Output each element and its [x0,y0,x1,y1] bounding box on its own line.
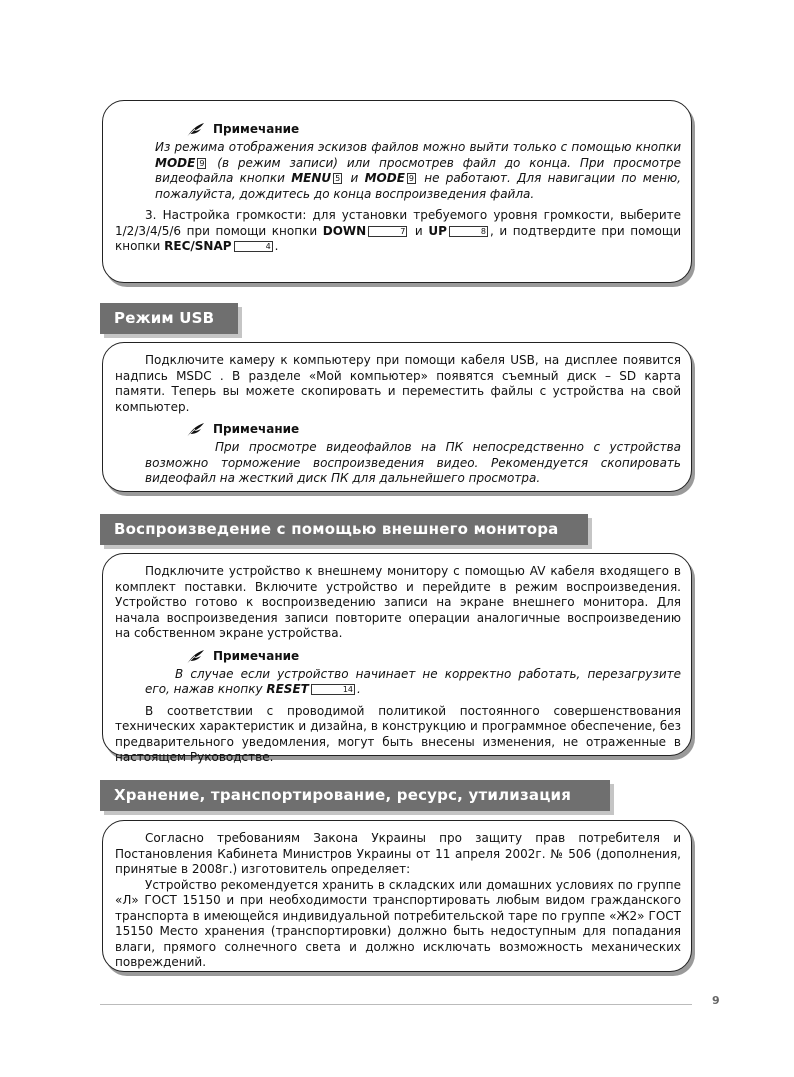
footer-divider [100,1004,692,1005]
note-text: Из режима отображения эскизов файлов можно выйти только с помощью кнопки MODE 9 (в режим записи) или просмотрев файл до конца. При просмотре видеофайла кнопки MENU 5 и MODE 9 не работают. Для навигации по меню, пожалуйста, дождитесь до конца воспроизведения файла. [155,140,681,201]
storage-paragraph-2: Устройство рекомендуется хранить в складских или домашних условиях по группе «Л» ГОСТ 15150 и при необходимости транспортировать любым видом гражданского транспорта в имеющейся индивидуальной потребительской таре по группе «Ж2» ГОСТ 15150 Место хранения (транспортировки) должно быть недоступным для попадания влаги, прямого солнечного света и должно исключать возможность механических повреждений. [115,877,681,969]
external-monitor-box [102,553,692,764]
feather-icon [185,648,207,666]
usb-mode-box [102,342,692,492]
key-number-badge: 8 [449,226,488,237]
disclaimer-paragraph: В соответствии с проводимой политикой постоянного совершенствования технических характеристик и дизайна, в конструкцию и программное обеспечение, без предварительного уведомления, могут быть внесены изменения, не отраженные в настоящем Руководстве. [115,703,681,764]
usb-paragraph: Подключите камеру к компьютеру при помощи кабеля USB, на дисплее появится надпись MSDC . В разделе «Мой компьютер» появятся съемный диск – SD карта памяти. Теперь вы можете скопировать и переместить файлы с устройства на свой компьютер. [115,353,681,414]
key-number-badge: 5 [335,174,341,183]
down-key-label: DOWN [322,223,367,238]
note-title: Примечание [213,122,300,137]
note-text: В случае если устройство начинает не корректно работать, перезагрузите его, нажав кнопку RESET 14 . [145,666,681,696]
note-header [185,421,681,439]
key-number-badge: 4 [234,241,273,252]
note-title: Примечание [213,648,300,663]
key-number-badge: 9 [199,158,205,168]
mode-key-label: MODE [155,155,196,170]
reset-key-label: RESET [266,682,309,696]
page-number: 9 [712,994,720,1007]
feather-icon [185,121,207,139]
storage-paragraph-1: Согласно требованиям Закона Украины про защиту прав потребителя и Постановления Кабинета Министров Украины от 11 апреля 2002г. № 506 (дополнения, принятые в 2008г.) изготовитель определяет: [115,831,681,876]
note-box-thumbnails [102,100,692,283]
menu-key-label: MENU [291,171,332,185]
section-header-external-monitor: Воспроизведение с помощью внешнего монитора [100,514,588,545]
note-header [185,648,681,666]
note-text: При просмотре видеофайлов на ПК непосредственно с устройства возможно торможение воспроизведения видео. Рекомендуется скопировать видеофайл на жесткий диск ПК для дальнейшего просмотра. [145,440,681,485]
key-number-badge: 7 [368,226,407,237]
rec-snap-key-label: REC/SNAP [164,239,232,253]
up-key-label: UP [428,223,447,238]
section-header-storage: Хранение, транспортирование, ресурс, утилизация [100,780,610,811]
note-title: Примечание [213,422,300,437]
key-number-badge: 9 [408,174,415,183]
section-header-usb: Режим USB [100,303,238,334]
mode-key-label: MODE [364,171,405,185]
key-number-badge: 14 [311,684,355,695]
feather-icon [185,421,207,439]
note-header [185,121,681,139]
storage-box [102,820,692,972]
monitor-paragraph: Подключите устройство к внешнему монитору с помощью AV кабеля входящего в комплект поставки. Включите устройство и перейдите в режим воспроизведения. Устройство готово к воспроизведению записи на экране внешнего монитора. Для начала воспроизведения записи повторите операции аналогичные воспроизведению на собственном экране устройства. [115,564,681,640]
volume-setting-paragraph: 3. Настройка громкости: для установки требуемого уровня громкости, выберите 1/2/3/4/5/6 при помощи кнопки DOWN 7 и UP 8 , и подтвердите при помощи кнопки REC/SNAP 4 . [115,208,681,253]
